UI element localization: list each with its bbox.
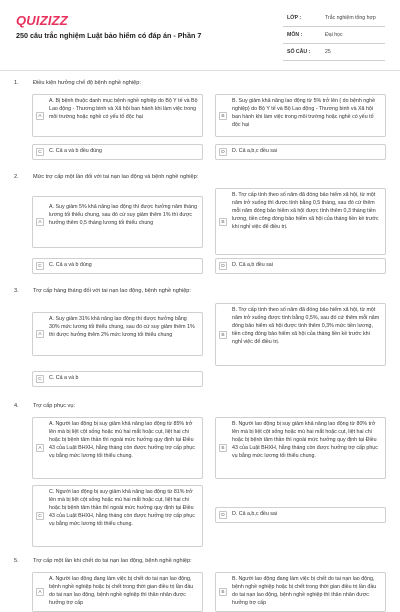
option-a[interactable] xyxy=(32,196,203,248)
option-text: B. Suy giảm khả năng lao động từ 5% trở lên ( do bệnh nghề nghiệp) do Bộ Y tế và Bộ Lao động - Thương binh và Xã hội ban hành khi làm việc trong môi trường hoặc nghề có yếu tố độc hại xyxy=(232,98,376,128)
quizizz-logo: QUIZIZZ xyxy=(16,13,68,28)
option-a[interactable] xyxy=(32,312,203,356)
meta-row-class xyxy=(283,10,385,27)
option-text: C. Cả a và b đều đúng xyxy=(49,148,103,155)
question-text: Trợ cấp hàng tháng đối với tai nạn lao động, bệnh nghề nghiệp: xyxy=(33,288,191,294)
option-c[interactable] xyxy=(32,258,203,274)
option-b[interactable] xyxy=(215,94,386,137)
option-letter: A xyxy=(36,330,44,338)
option-letter: C xyxy=(36,262,44,270)
option-text: C. Người lao động bị suy giảm khả năng lao động từ 81% trở lên mà bị liệt cột sống hoặc mù hai mắt hoặc cụt, liệt hai chi hoặc bị bệnh tâm thần thì ngoài mức hưởng quy định tại Điều 43 của Luật BHXH, hằng tháng còn được hưởng trợ cấp phục vụ bằng mức lương tối thiểu chung. xyxy=(49,489,195,527)
option-a[interactable] xyxy=(32,572,203,612)
option-b[interactable] xyxy=(215,417,386,479)
option-c[interactable] xyxy=(32,485,203,547)
option-letter: D xyxy=(219,262,227,270)
option-letter: B xyxy=(219,218,227,226)
option-c[interactable] xyxy=(32,144,203,160)
meta-label: SỐ CÂU : xyxy=(287,49,311,55)
option-d[interactable] xyxy=(215,144,386,160)
option-letter: B xyxy=(219,588,227,596)
option-text: D. Cả a,b đều sai xyxy=(232,262,273,269)
option-text: A. Người lao động bị suy giảm khả năng lao động từ 85% trở lên mà bị liệt cột sống hoặc mù hai mắt hoặc cụt, liệt hai chi hoặc bị bệnh tâm thần thì ngoài mức hưởng quy định tại Điều 43 của Luật BHXH, hằng tháng còn được hưởng trợ cấp phục vụ bằng mức lương tối thiểu chung. xyxy=(49,421,195,459)
option-letter: B xyxy=(219,112,227,120)
option-letter: C xyxy=(36,148,44,156)
option-text: B. Người lao động đang làm việc bị chết do tai nạn lao động, bệnh nghề nghiệp hoặc bị chết trong thời gian điều trị lần đầu do tai nạn lao động, bệnh nghề nghiệp thì thân nhân được hưởng trợ cấp xyxy=(232,576,377,606)
option-letter: B xyxy=(219,331,227,339)
option-b[interactable] xyxy=(215,572,386,612)
question-number: 5. xyxy=(14,558,19,564)
option-text: A. Suy giảm 5% khả năng lao động thì được hưởng năm tháng lương tối thiểu chung, sau đó cứ suy giảm thêm 1% thì được hưởng thêm 0,5 tháng lương tối thiểu chung xyxy=(49,204,198,226)
option-a[interactable] xyxy=(32,417,203,479)
option-b[interactable] xyxy=(215,303,386,366)
option-letter: A xyxy=(36,218,44,226)
option-text: D. Cả a,b,c đều sai xyxy=(232,511,278,518)
option-text: C. Cả a và b xyxy=(49,375,79,382)
option-a[interactable] xyxy=(32,94,203,137)
option-letter: B xyxy=(219,444,227,452)
option-text: A. Suy giảm 31% khả năng lao động thì được hưởng bằng 30% mức lương tối thiểu chung, sau đó cứ suy giảm thêm 1% thì được hưởng thêm 2% mức lương tối thiểu chung xyxy=(49,316,195,338)
meta-row-subject xyxy=(283,27,385,44)
meta-value: 25 xyxy=(325,49,331,55)
option-text: B. Trợ cấp tính theo số năm đã đóng bảo hiểm xã hội, từ một năm trở xuống thì được tính bằng 0,5 tháng, sau đó cứ thêm mỗi năm đóng bảo hiểm xã hội được tính thêm 0,3 tháng tiền lương, tiền công đóng bảo hiểm xã hội của tháng liền kề trước khi nghỉ việc để điều trị. xyxy=(232,192,379,230)
option-d[interactable] xyxy=(215,507,386,523)
question-text: Trợ cấp phục vụ: xyxy=(33,403,76,409)
option-letter: C xyxy=(36,512,44,520)
option-letter: C xyxy=(36,375,44,383)
option-letter: A xyxy=(36,444,44,452)
question-number: 3. xyxy=(14,288,19,294)
option-letter: A xyxy=(36,588,44,596)
meta-table xyxy=(283,10,385,61)
option-text: A. Bị bệnh thuộc danh mục bệnh nghề nghiệp do Bộ Y tế và Bộ Lao động - Thương binh và Xã hội ban hành khi làm việc trong môi trường hoặc nghề có yếu tố độc hại xyxy=(49,98,198,120)
page-header xyxy=(0,0,400,68)
question-number: 4. xyxy=(14,403,19,409)
page-title: 250 câu trắc nghiệm Luật bảo hiểm có đáp án - Phần 7 xyxy=(16,31,202,40)
question-number: 2. xyxy=(14,174,19,180)
meta-value: Trắc nghiệm tổng hợp xyxy=(325,15,376,21)
meta-row-count xyxy=(283,44,385,61)
question-number: 1. xyxy=(14,80,19,86)
meta-label: LỚP : xyxy=(287,15,302,21)
option-b[interactable] xyxy=(215,188,386,255)
option-letter: D xyxy=(219,511,227,519)
question-text: Mức trợ cấp một lần đối với tai nạn lao động và bệnh nghề nghiệp: xyxy=(33,174,199,180)
option-d[interactable] xyxy=(215,258,386,274)
option-text: B. Người lao động bị suy giảm khả năng lao động từ 80% trở lên mà bị liệt cột sống hoặc mù hai mắt hoặc cụt, liệt hai chi hoặc bị bệnh tâm thần thì ngoài mức hưởng quy định tại Điều 43 của Luật BHXH, hằng tháng còn được hưởng trợ cấp phục vụ bằng mức lương tối thiểu chung. xyxy=(232,421,378,459)
header-divider xyxy=(0,70,400,71)
option-letter: D xyxy=(219,148,227,156)
question-text: Điều kiện hưởng chế độ bệnh nghề nghiệp: xyxy=(33,80,141,86)
meta-value: Đại học xyxy=(325,32,343,38)
question-text: Trợ cấp một lần khi chết do tai nạn lao động, bệnh nghề nghiệp: xyxy=(33,558,192,564)
option-text: C. Cả a và b đúng xyxy=(49,262,92,269)
option-letter: A xyxy=(36,112,44,120)
option-text: B. Trợ cấp tính theo số năm đã đóng bảo hiểm xã hội, từ một năm trở xuống được tính bằng 0,5%, sau đó cứ thêm mỗi năm đóng bảo hiểm xã hội được tính thêm 0,3% mức tiền lương, tiền công đóng bảo hiểm xã hội của tháng liền kề trước khi nghỉ việc để điều trị. xyxy=(232,307,380,345)
option-text: A. Người lao động đang làm việc bị chết do tai nạn lao động, bệnh nghề nghiệp hoặc bị chết trong thời gian điều trị lần đầu do tai nạn lao động, bệnh nghề nghiệp thì thân nhân được hưởng trợ cấp xyxy=(49,576,194,606)
option-text: D. Cả a,b,c đều sai xyxy=(232,148,278,155)
meta-label: MÔN : xyxy=(287,32,303,38)
option-c[interactable] xyxy=(32,371,203,387)
